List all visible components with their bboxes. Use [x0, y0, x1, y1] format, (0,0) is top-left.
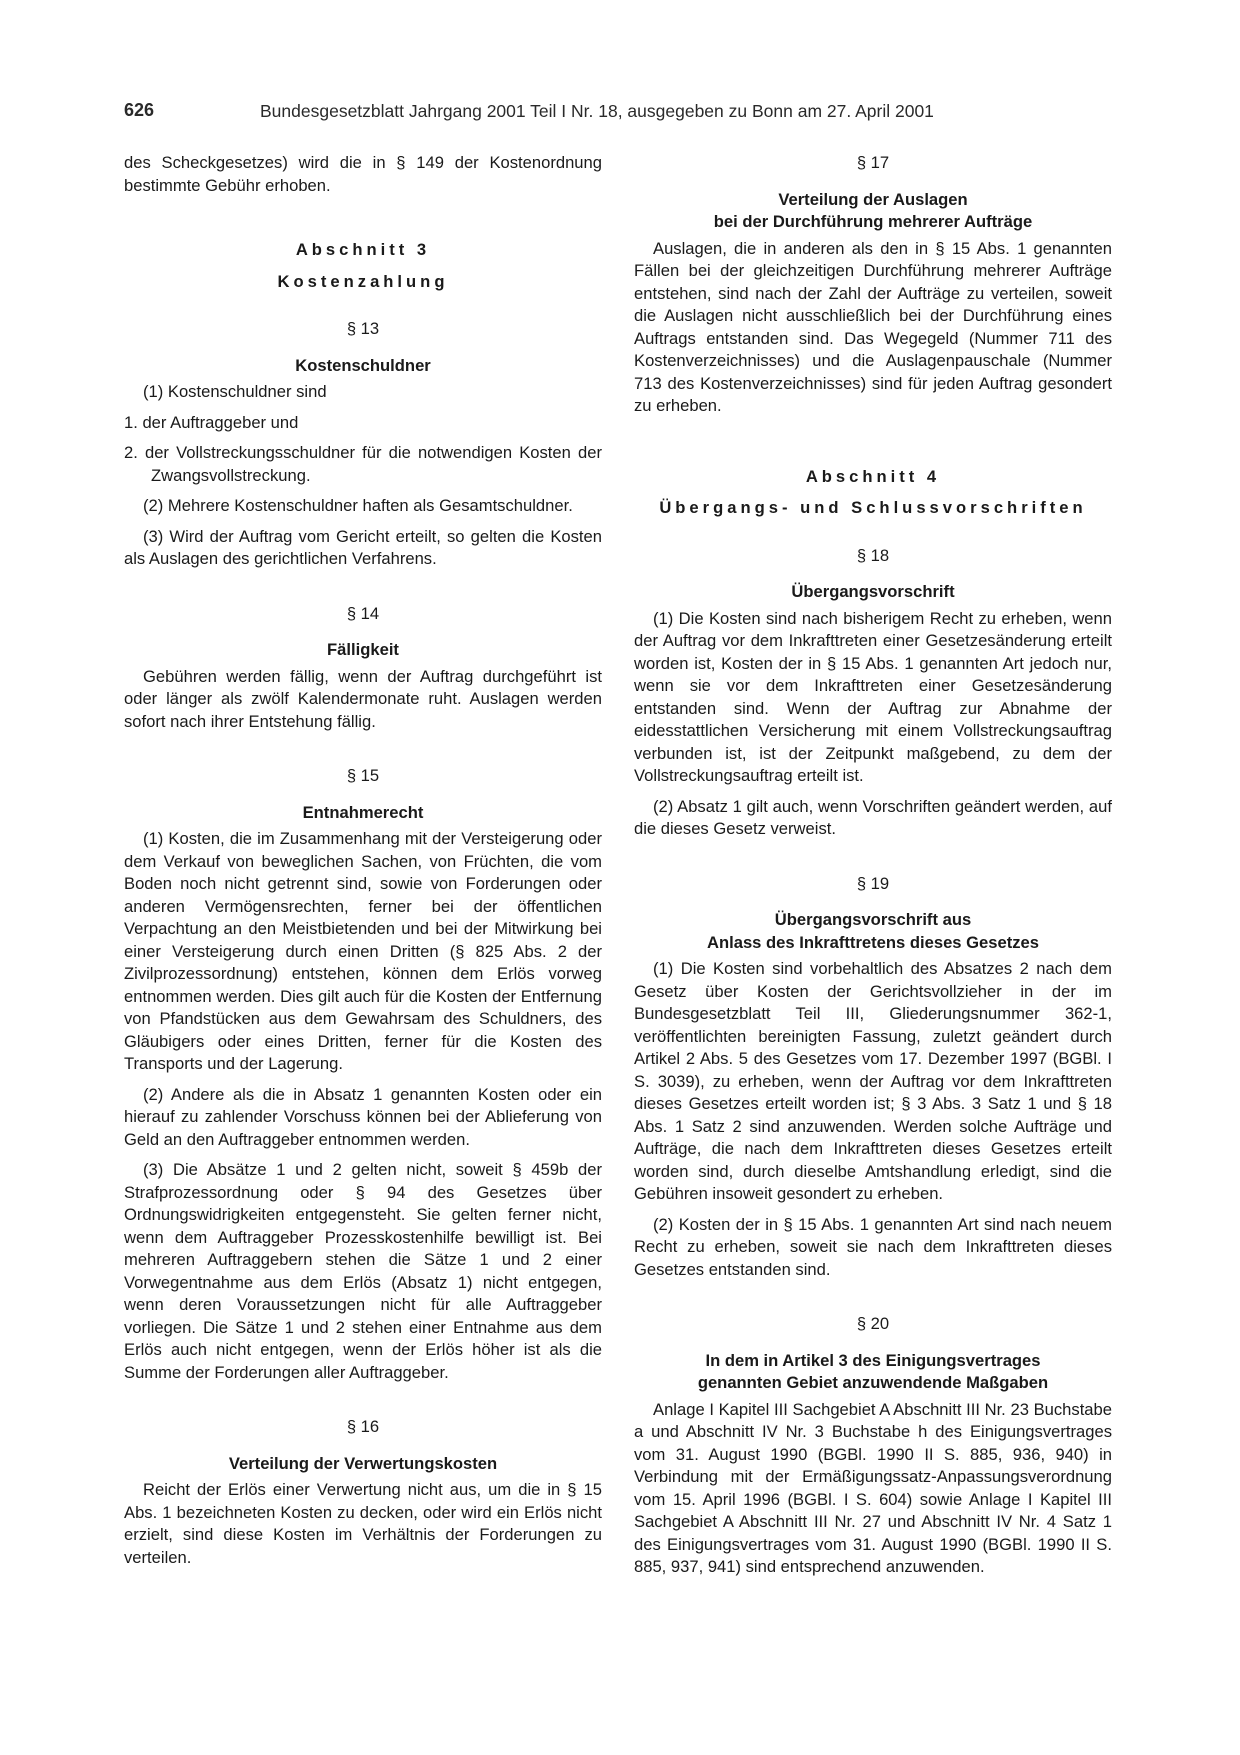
paragraph-14-text-1: Gebühren werden fällig, wenn der Auftrag durchgeführt ist oder länger als zwölf Kalendermonate ruht. Auslagen werden sofort nach ihrer Entstehung fällig. — [124, 666, 602, 731]
paragraph-18-heading: Übergangsvorschrift — [791, 582, 955, 601]
paragraph-20-heading-line-1: In dem in Artikel 3 des Einigungsvertrages — [705, 1350, 1041, 1370]
section-3-title: Kostenzahlung — [277, 271, 449, 291]
paragraph-16-text-1: Reicht der Erlös einer Verwertung nicht aus, um die in § 15 Abs. 1 bezeichneten Kosten zu decken, oder wird ein Erlös nicht erzielt, sind diese Kosten im Verhältnis der Forderungen zu verteilen. — [124, 1480, 602, 1567]
paragraph-13-text-1: (1) Kostenschuldner sind — [143, 382, 327, 401]
paragraph-13-item-1: 1. der Auftraggeber und — [124, 412, 299, 432]
paragraph-19-heading-line-1: Übergangsvorschrift aus — [774, 910, 972, 929]
paragraph-19-heading-line-2: Anlass des Inkrafttretens dieses Gesetzes — [706, 932, 1040, 952]
paragraph-15-number: § 15 — [346, 766, 380, 785]
paragraph-14-heading: Fälligkeit — [327, 640, 399, 659]
paragraph-19-number: § 19 — [856, 873, 890, 893]
paragraph-13-text-2: (2) Mehrere Kostenschuldner haften als Gesamtschuldner. — [143, 496, 573, 515]
paragraph-17-text-1: Auslagen, die in anderen als den in § 15 Abs. 1 genannten Fällen bei der gleichzeitigen Durchführung mehrerer Aufträge entstehen, sind nach der Zahl der Aufträge zu verteilen, soweit die Auslagen nicht ausschließlich bei der Durchführung eines Auftrags entstanden sind. Das Wegegeld (Nummer 711 des Kostenverzeichnisses) und die Auslagenpauschale (Nummer 713 des Kostenverzeichnisses) sind für jeden Auftrag gesondert zu erheben. — [634, 238, 1112, 415]
paragraph-17-heading-line-1: Verteilung der Auslagen — [778, 189, 968, 209]
paragraph-15-heading: Entnahmerecht — [302, 802, 424, 822]
gazette-title: Bundesgesetzblatt Jahrgang 2001 Teil I Nr. 18, ausgegeben zu Bonn am 27. April 2001 — [260, 101, 934, 121]
section-4-title: Übergangs- und Schlussvorschriften — [659, 498, 1087, 517]
paragraph-15-text-2: (2) Andere als die in Absatz 1 genannten Kosten oder ein hierauf zu zahlender Vorschuss können bei der Ablieferung von Geld an den Auftraggeber entnommen werden. — [124, 1084, 602, 1149]
paragraph-13-number: § 13 — [346, 319, 380, 338]
paragraph-18-number: § 18 — [856, 545, 890, 565]
paragraph-16-heading: Verteilung der Verwertungskosten — [228, 1453, 498, 1473]
right-column — [634, 152, 1112, 1587]
paragraph-17-number: § 17 — [856, 153, 890, 172]
paragraph-13-heading: Kostenschuldner — [295, 355, 431, 375]
intro-text: des Scheckgesetzes) wird die in § 149 der Kostenordnung bestimmte Gebühr erhoben. — [124, 153, 602, 195]
page-number: 626 — [124, 100, 155, 120]
paragraph-20-heading-line-2: genannten Gebiet anzuwendende Maßgaben — [697, 1373, 1049, 1392]
section-3-label: Abschnitt 3 — [295, 240, 431, 259]
paragraph-13-text-3: (3) Wird der Auftrag vom Gericht erteilt, so gelten die Kosten als Auslagen des gerichtlichen Verfahrens. — [124, 526, 602, 568]
left-column — [124, 152, 602, 1577]
paragraph-15-text-1: (1) Kosten, die im Zusammenhang mit der Versteigerung oder dem Verkauf von beweglichen Sachen, von Früchten, die vom Boden noch nicht getrennt sind, sowie von Forderungen oder anderen Vermögensrechten, ferner bei der öffentlichen Verpachtung an den Meistbietenden und bei der Mitwirkung bei einer Versteigerung durch einen Dritten (§ 825 Abs. 2 der Zivilprozessordnung) entstehen, können dem Erlös vorweg entnommen werden. Dies gilt auch für die Kosten der Entfernung von Pfandstücken aus dem Gewahrsam des Schuldners, des Gläubigers oder eines Dritten, ferner für die Kosten des Transports und der Lagerung. — [124, 829, 602, 1073]
section-4-label: Abschnitt 4 — [805, 466, 941, 486]
paragraph-20-number: § 20 — [856, 1314, 890, 1333]
paragraph-16-number: § 16 — [346, 1417, 380, 1436]
paragraph-17-heading-line-2: bei der Durchführung mehrerer Aufträge — [713, 212, 1033, 231]
paragraph-19-text-2: (2) Kosten der in § 15 Abs. 1 genannten Art sind nach neuem Recht zu erheben, soweit sie nach dem Inkrafttreten dieses Gesetzes entstanden sind. — [634, 1214, 1112, 1279]
paragraph-18-text-1: (1) Die Kosten sind nach bisherigem Recht zu erheben, wenn der Auftrag vor dem Inkrafttreten einer Gesetzesänderung erteilt worden ist, Kosten der in § 15 Abs. 1 genannten Art jedoch nur, wenn sie vor dem Inkrafttreten einer Gesetzesänderung entstanden sind. Wenn der Auftrag zur Abnahme der eidesstattlichen Versicherung mit einem Vollstreckungsauftrag verbunden ist, ist der Zeitpunkt maßgebend, zu dem der Vollstreckungsauftrag erteilt ist. — [634, 608, 1112, 785]
paragraph-18-text-2: (2) Absatz 1 gilt auch, wenn Vorschriften geändert werden, auf die dieses Gesetz verweist. — [634, 796, 1112, 838]
paragraph-20-text-1: Anlage I Kapitel III Sachgebiet A Abschnitt III Nr. 23 Buchstabe a und Abschnitt IV Nr. 3 Buchstabe h des Einigungsvertrages vom 31. August 1990 (BGBl. 1990 II S. 885, 936, 940) in Verbindung mit der Ermäßigungssatz-Anpassungsverordnung vom 15. April 1996 (BGBl. I S. 604) sowie Anlage I Kapitel III Sachgebiet A Abschnitt III Nr. 27 und Abschnitt IV Nr. 4 Satz 1 des Einigungsvertrages vom 31. August 1990 (BGBl. 1990 II S. 885, 937, 941) sind entsprechend anzuwenden. — [634, 1399, 1112, 1576]
paragraph-15-text-3: (3) Die Absätze 1 und 2 gelten nicht, soweit § 459b der Strafprozessordnung oder § 94 des Gesetzes über Ordnungswidrigkeiten entgegensteht. Sie gelten ferner nicht, wenn dem Auftraggeber Prozesskostenhilfe bewilligt ist. Bei mehreren Auftraggebern stehen die Sätze 1 und 2 einer Vorwegentnahme aus dem Erlös (Absatz 1) nicht entgegen, wenn deren Voraussetzungen nicht für alle Auftraggeber vorliegen. Die Sätze 1 und 2 stehen einer Entnahme aus dem Erlös auch nicht entgegen, wenn der Erlös höher ist als die Summe der Forderungen aller Auftraggeber. — [124, 1160, 602, 1382]
paragraph-13-item-2: 2. der Vollstreckungsschuldner für die notwendigen Kosten der Zwangsvollstreckung. — [124, 443, 602, 485]
paragraph-19-text-1: (1) Die Kosten sind vorbehaltlich des Absatzes 2 nach dem Gesetz über Kosten der Gerichtsvollzieher in der im Bundesgesetzblatt Teil III, Gliederungsnummer 362-1, veröffentlichten bereinigten Fassung, zuletzt geändert durch Artikel 2 Abs. 5 des Gesetzes vom 17. Dezember 1997 (BGBl. I S. 3039), zu erheben, wenn der Auftrag vor dem Inkrafttreten dieses Gesetzes erteilt worden ist; § 3 Abs. 3 Satz 1 und § 18 Abs. 1 Satz 2 sind anzuwenden. Werden solche Aufträge und Aufträge, die nach dem Inkrafttreten dieses Gesetzes erteilt worden sind, durch dieselbe Amtshandlung erledigt, sind die Gebühren insoweit gesondert zu erheben. — [634, 959, 1112, 1203]
paragraph-14-number: § 14 — [346, 603, 380, 623]
